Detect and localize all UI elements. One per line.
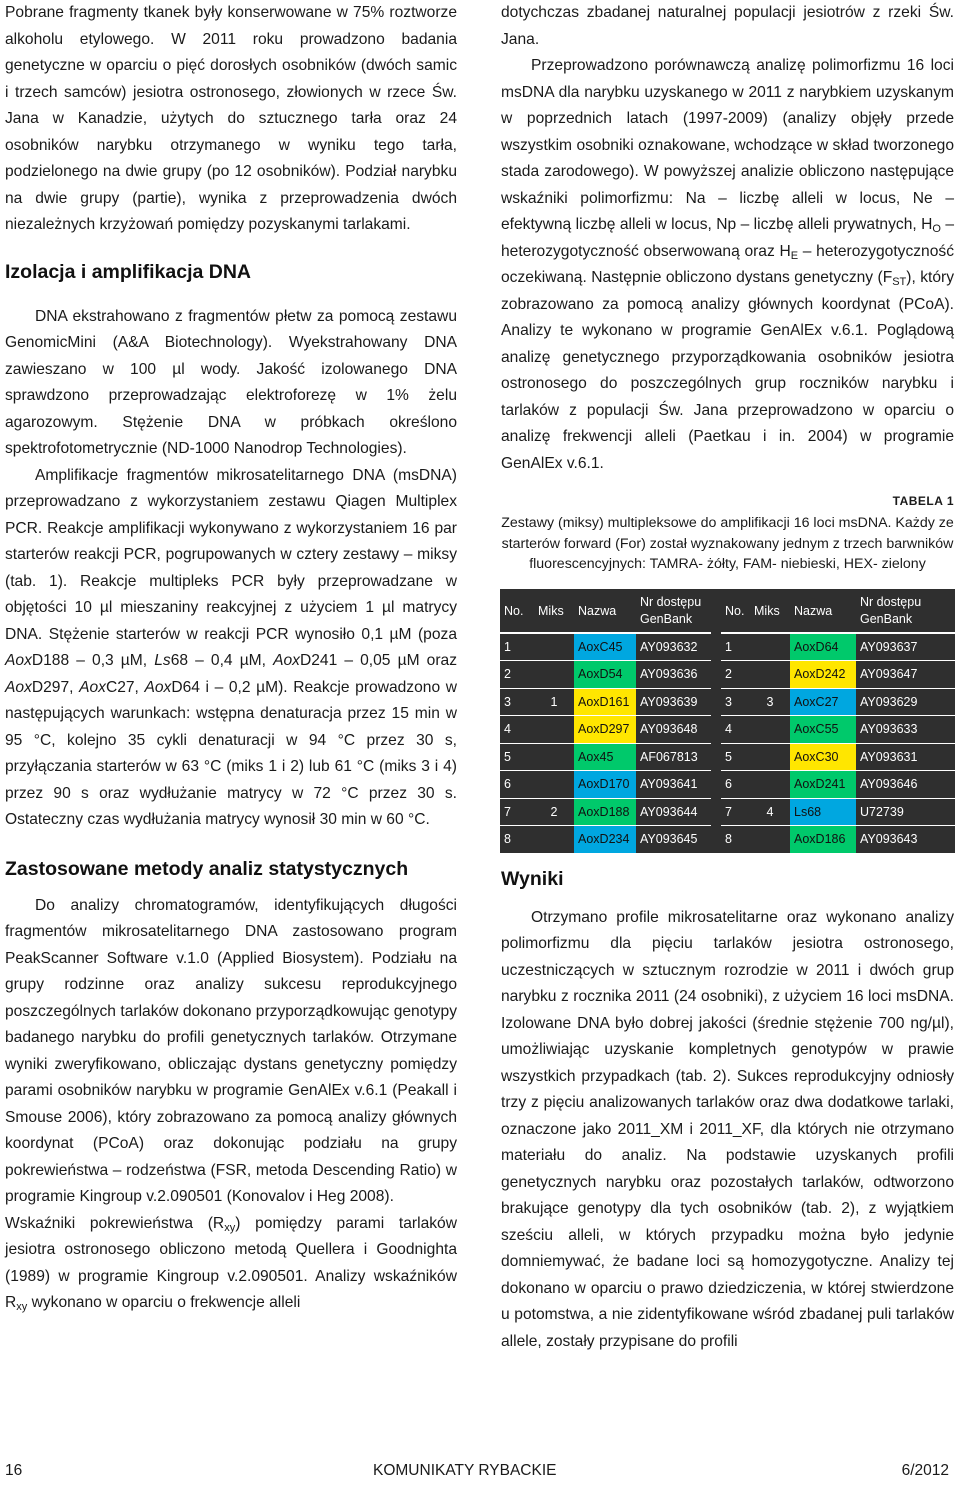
cell-accession: AY093629 [856, 688, 955, 716]
issue-number: 6/2012 [901, 1462, 949, 1479]
col-header-genbank: Nr dostępu GenBank [636, 591, 716, 633]
cell-name: AoxD242 [790, 661, 856, 689]
cell-no: 4 [500, 716, 534, 744]
paragraph: DNA ekstrahowano z fragmentów płetw za pomocą zestawu GenomicMini (A&A Biotechnology). Wyekstrahowany DNA zawieszano w 100 µl wody. Jakość izolowanego DNA sprawdzono przeprowadzając elektroforezę w 1% żelu agarozowym. Stężenie DNA w próbkach określono spektrofotometrycznie (ND-1000 Nanodrop Technologies). [5, 307, 457, 457]
paragraph: Otrzymano profile mikrosatelitarne oraz wykonano analizy polimorfizmu dla pięciu tarlaków jesiotra ostronosego, uczestniczących w sztucznym rozrodzie w 2011 i dwóch grup narybku z rocznika 2011 (24 osobniki), z użyciem 16 loci msDNA. Izolowane DNA było dobrej jakości (średnie stężenie 700 ng/µl), umożliwiając uzyskanie kompletnych genotypów w prawie wszystkich przypadkach (tab. 2). Sukces reprodukcyjny odniosły trzy z pięciu analizowanych tarlaków oraz dwa dodatkowe tarlaki, oznaczone jako 2011_XM i 2011_XF, dla których nie otrzymano materiału do analiz. Na podstawie uzyskanych profili genetycznych narybku oraz pozostałych tarlaków, odtworzono brakujące genotypy dla tych osobników (tab. 2), z wyjątkiem sześciu alleli, w których przypadku można było jedynie domniemywać, że badane loci są homozygotyczne. Analizy tej dokonano w oparciu o prawo dziedziczenia, w której stwierdzone u potomstwa, a nie zidentyfikowane wśród zbadanej puli tarlaków allele, zostały przypisane do profili [501, 908, 954, 1350]
table-label: TABELA 1 [892, 494, 954, 508]
col-header-nazwa: Nazwa [790, 591, 856, 633]
cell-no: 5 [716, 743, 750, 771]
table-row [500, 826, 955, 853]
cell-accession: AY093641 [636, 771, 716, 799]
col-header-no: No. [500, 591, 534, 633]
cell-accession: AY093644 [636, 798, 716, 826]
cell-no: 4 [716, 716, 750, 744]
col-header-genbank: Nr dostępu GenBank [856, 591, 955, 633]
cell-accession: U72739 [856, 798, 955, 826]
cell-accession: AY093647 [856, 661, 955, 689]
cell-name: AoxD188 [574, 798, 636, 826]
col-header-miks: Miks [534, 591, 574, 633]
left-column [5, 0, 457, 1317]
cell-no: 5 [500, 743, 534, 771]
cell-accession: AY093632 [640, 639, 698, 654]
paragraph-polimorfizm: Przeprowadzono porównawczą analizę polimorfizmu 16 loci msDNA dla narybku uzyskanego w 2011 z narybkiem uzyskanym w poprzednich latach (1997-2009) (analizy objęły przede wszystkim osobniki oznakowane, wchodzące w skład tworzonego stada zarodowego). W powyższej analizie obliczono następujące wskaźniki polimorfizmu: Na – liczbę alleli w locus, Ne – efektywną liczbę alleli w locus, Np – liczbę alleli prywatnych, $H_O$ – heterozygotyczność obserwowaną oraz $H_E$ – heterozygotyczność oczekiwaną. Następnie obliczono dystans genetyczny $(F_{ST})$, który zobrazowano za pomocą analizy głównych koordynat (PCoA). Analizy te wykonano w programie GenAlEx v.6.1. Poglądową analizę genetycznego przyporządkowania osobników jesiotra ostronosego do poszczególnych grup roczników narybku i tarlaków z populacji Św. Jana przeprowadzono w oparciu o analizę frekwencji alleli (Paetkau i in. 2004) w programie GenAlEx v.6.1. [501, 57, 954, 472]
primer-table [500, 589, 955, 853]
page-number: 16 [5, 1462, 23, 1479]
cell-no: 2 [500, 661, 534, 689]
cell-miks: 1 [534, 688, 574, 716]
cell-name: AoxC55 [790, 716, 856, 744]
cell-name: AoxC45 [574, 633, 636, 661]
cell-miks [534, 716, 574, 744]
cell-name: AoxD186 [790, 826, 856, 853]
cell-miks [534, 826, 574, 853]
paragraph: dotychczas zbadanej naturalnej populacji jesiotrów z rzeki Św. Jana. [501, 4, 954, 48]
cell-accession: AY093645 [636, 826, 716, 853]
cell-accession: AY093636 [636, 661, 716, 689]
cell-no: 8 [716, 826, 750, 853]
table-row [500, 798, 955, 826]
cell-no: 6 [716, 771, 750, 799]
paragraph: Pobrane fragmenty tkanek były konserwowane w 75% roztworze alkoholu etylowego. W 2011 roku prowadzono badania genetyczne w oparciu o pięć dorosłych osobników (dwóch samic i trzech samców) jesiotra ostronosego, złowionych w rzece Św. Jana w Kanadzie, użytych do sztucznego tarła oraz 24 osobników narybku otrzymanego w wyniku tego tarła, podzielonego na dwie grupy (po 12 osobników). Podział narybku na dwie grupy (partie), wynika z przeprowadzenia dwóch niezależnych krzyżowań pomiędzy pozyskanymi tarlakami. [5, 4, 457, 233]
right-column [501, 0, 954, 1355]
cell-accession: AY093646 [856, 771, 955, 799]
journal-name: KOMUNIKATY RYBACKIE [373, 1462, 557, 1479]
cell-miks [534, 633, 574, 661]
page-footer [5, 1462, 955, 1486]
cell-no: 6 [500, 771, 534, 799]
cell-name: AoxC30 [790, 743, 856, 771]
paragraph-amplifikacje: Amplifikacje fragmentów mikrosatelitarnego DNA (msDNA) przeprowadzano z wykorzystaniem zestawu Qiagen Multiplex PCR. Reakcje amplifikacji wykonywano z wykorzystaniem 16 par starterów reakcji PCR, pogrupowanych w cztery zestawy – miksy (tab. 1). Reakcje multipleks PCR były przeprowadzane w objętości 10 µl mieszaniny reakcyjnej z użyciem 1 µl matrycy DNA. Stężenie starterów w reakcji PCR wynosiło 0,1 µM (poza AoxD188 – 0,3 µM, Ls68 – 0,4 µM, AoxD241 – 0,05 µM oraz AoxD297, AoxC27, AoxD64 i – 0,2 µM). Reakcje prowadzono w następujących warunkach: wstępna denaturacja przez 15 min w 95 °C, kolejno 35 cykli denaturacji w 94 °C przez 30 s, przyłączania starterów w 63 °C (miks 1 i 2) lub 61 °C (miks 3 i 4) przez 90 s oraz wydłużanie matrycy w 72 °C przez 30 s. Ostateczny czas wydłużania matrycy wynosił 30 min w 60 °C. [5, 466, 457, 828]
cell-no: 8 [500, 826, 534, 853]
cell-miks [750, 716, 790, 744]
paragraph: Do analizy chromatogramów, identyfikujących długości fragmentów mikrosatelitarnego DNA zastosowano program PeakScanner Software v.1.0 (Applied Biosystem). Podziału na grupy rodzinne oraz analizy sukcesu reprodukcyjnego poszczególnych tarlaków dokonano przyporządkowując genotypy badanego narybku do profili genetycznych tarlaków. Otrzymane wyniki zweryfikowano, obliczając dystans genetyczny pomiędzy parami osobników narybku w programie GenAlEx v.6.1 (Peakall i Smouse 2006), który zobrazowano za pomocą analizy głównych koordynat (PCoA) oraz dokonując podziału na grupy pokrewieństwa – rodzeństwa (FSR, metoda Descending Ratio) w programie Kingroup v.2.090501 (Konovalov i Heg 2008). [5, 896, 457, 1205]
cell-name: AoxD241 [790, 771, 856, 799]
cell-miks: 4 [750, 798, 790, 826]
cell-no: 7 [716, 798, 750, 826]
cell-accession: AY093648 [636, 716, 716, 744]
paragraph-rxy: Wskaźniki pokrewieństwa $(R_{xy})$ pomiędzy parami tarlaków jesiotra ostronosego obliczono metodą Quellera i Goodnighta (1989) w programie Kingroup v.2.090501. Analizy wskaźników $R_{xy}$ wykonano w oparciu o frekwencje alleli [5, 1214, 457, 1313]
cell-miks: 3 [750, 688, 790, 716]
cell-accession: AF067813 [636, 743, 716, 771]
table-row [500, 743, 955, 771]
cell-miks [750, 743, 790, 771]
cell-accession: AY093639 [636, 688, 716, 716]
table-row [500, 633, 955, 661]
cell-miks [750, 771, 790, 799]
cell-name: Aox45 [574, 743, 636, 771]
cell-miks [750, 661, 790, 689]
cell-name: AoxD297 [574, 716, 636, 744]
table-row [500, 716, 955, 744]
table-caption: Zestawy (miksy) multipleksowe do amplifikacji 16 loci msDNA. Każdy ze starterów forward (For) został wyznakowany jednym z trzech barwników fluorescencyjnych: TAMRA- żółty, FAM- niebieski, HEX- zielony [501, 515, 954, 572]
cell-name: AoxD64 [790, 633, 856, 661]
table-row [500, 688, 955, 716]
cell-name: Ls68 [790, 798, 856, 826]
cell-no: 1 [716, 633, 750, 661]
cell-no: 7 [500, 798, 534, 826]
cell-miks [534, 771, 574, 799]
table-row [500, 661, 955, 689]
cell-miks [750, 633, 790, 661]
cell-no: 1 [504, 639, 511, 654]
cell-miks [534, 743, 574, 771]
col-header-no: No. [716, 591, 750, 633]
cell-miks [534, 661, 574, 689]
cell-miks [750, 826, 790, 853]
cell-miks: 2 [534, 798, 574, 826]
section-heading-wyniki: Wyniki [501, 867, 564, 890]
section-heading-izolacja: Izolacja i amplifikacja DNA [5, 260, 252, 283]
col-header-miks: Miks [750, 591, 790, 633]
section-heading-statystyka: Zastosowane metody analiz statystycznych [5, 857, 409, 880]
table-header-row [500, 591, 955, 633]
cell-accession: AY093633 [856, 716, 955, 744]
table-row [500, 771, 955, 799]
cell-name: AoxD54 [574, 661, 636, 689]
cell-no: 3 [716, 688, 750, 716]
cell-name: AoxD170 [574, 771, 636, 799]
cell-accession: AY093637 [860, 639, 918, 654]
cell-accession: AY093631 [856, 743, 955, 771]
cell-accession: AY093643 [856, 826, 955, 853]
cell-name: AoxC27 [790, 688, 856, 716]
col-header-nazwa: Nazwa [574, 591, 636, 633]
cell-name: AoxD234 [574, 826, 636, 853]
cell-no: 2 [716, 661, 750, 689]
cell-no: 3 [500, 688, 534, 716]
cell-name: AoxD161 [574, 688, 636, 716]
